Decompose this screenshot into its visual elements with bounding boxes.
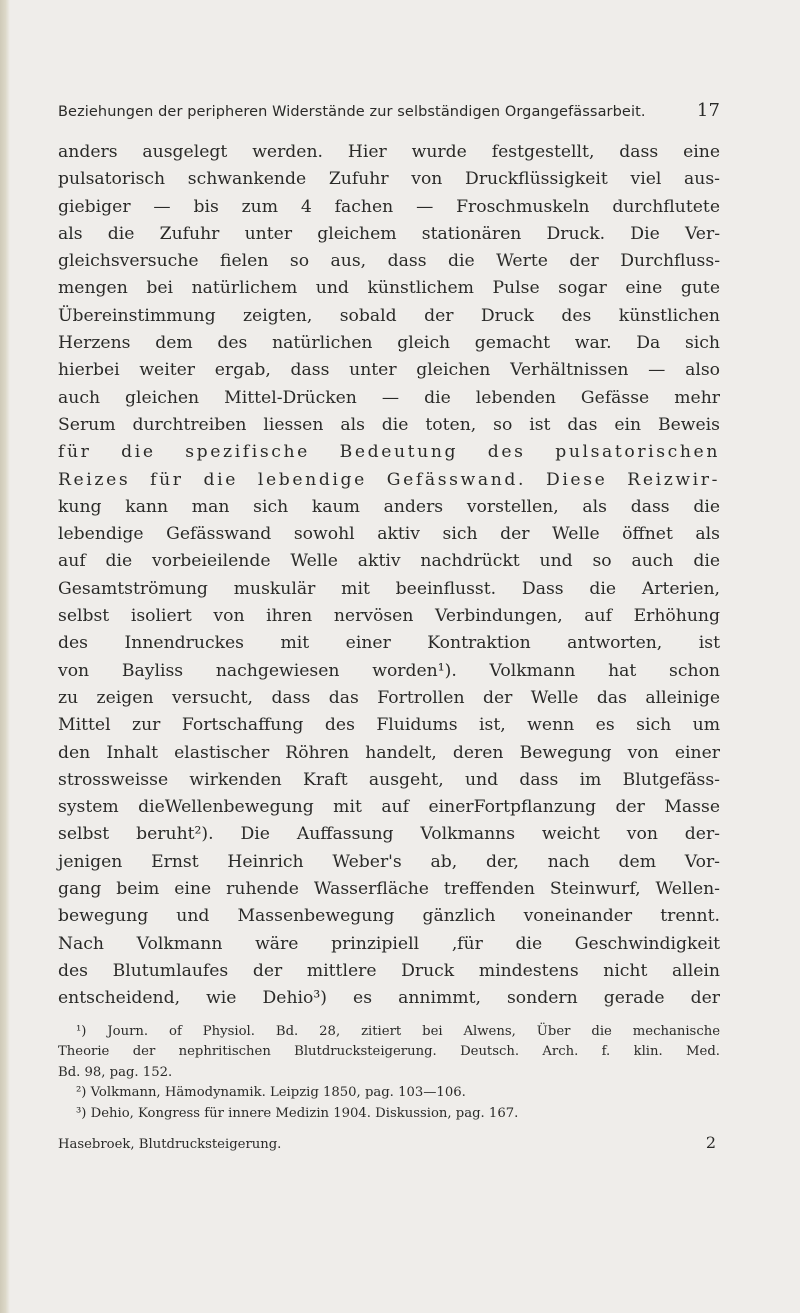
sheet-number: 2: [705, 1133, 716, 1152]
text-line: jenigen Ernst Heinrich Weber's ab, der, nach dem Vor-: [58, 851, 720, 872]
text-line: den Inhalt elastischer Röhren handelt, deren Bewegung von einer: [58, 742, 720, 763]
footnote-line: Bd. 98, pag. 152.: [58, 1064, 173, 1080]
text-line: entscheidend, wie Dehio³) es annimmt, sondern gerade der: [58, 988, 720, 1009]
text-line: kung kann man sich kaum anders vorstellen, als dass die: [58, 496, 720, 517]
text-line: von Bayliss nachgewiesen worden¹). Volkmann hat schon: [58, 660, 720, 681]
book-spine-shadow: [0, 0, 10, 1313]
text-line: auf die vorbeieilende Welle aktiv nachdrückt und so auch die: [58, 551, 720, 572]
text-line: Serum durchtreiben liessen als die toten, so ist das ein Beweis: [58, 414, 720, 435]
text-line: anders ausgelegt werden. Hier wurde festgestellt, dass eine: [58, 142, 720, 162]
text-line: gleichsversuche fielen so aus, dass die Werte der Durchfluss-: [58, 251, 720, 272]
text-line: Mittel zur Fortschaffung des Fluidums ist, wenn es sich um: [58, 715, 720, 736]
text-line: des Blutumlaufes der mittlere Druck mindestens nicht allein: [58, 960, 720, 981]
text-line: bewegung und Massenbewegung gänzlich voneinander trennt.: [58, 906, 720, 927]
book-page: [58, 100, 720, 1156]
printer-signature: [58, 1133, 720, 1156]
text-line: giebiger — bis zum 4 fachen — Froschmuskeln durchflutete: [58, 196, 720, 217]
text-line: Herzens dem des natürlichen gleich gemacht war. Da sich: [58, 333, 720, 354]
text-line: selbst isoliert von ihren nervösen Verbindungen, auf Erhöhung: [58, 606, 720, 627]
text-line: für die spezifische Bedeutung des pulsatorischen: [58, 442, 720, 463]
text-line: auch gleichen Mittel-Drücken — die lebenden Gefässe mehr: [58, 387, 720, 408]
text-line: gang beim eine ruhende Wasserfläche treffenden Steinwurf, Wellen-: [58, 879, 720, 900]
text-line: des Innendruckes mit einer Kontraktion antworten, ist: [58, 633, 720, 654]
footnotes: [58, 1022, 720, 1125]
footnote-line: ³) Dehio, Kongress für innere Medizin 1904. Diskussion, pag. 167.: [76, 1105, 519, 1121]
text-line: system dieWellenbewegung mit auf einerFortpflanzung der Masse: [58, 797, 720, 818]
text-line: strossweisse wirkenden Kraft ausgeht, und dass im Blutgefäss-: [58, 769, 720, 790]
text-line: lebendige Gefässwand sowohl aktiv sich der Welle öffnet als: [58, 524, 720, 545]
page-number: 17: [696, 100, 720, 121]
text-line: zu zeigen versucht, dass das Fortrollen der Welle das alleinige: [58, 687, 720, 708]
text-line: Übereinstimmung zeigten, sobald der Druck des künstlichen: [58, 305, 720, 326]
text-line: Nach Volkmann wäre prinzipiell ‚für die Geschwindigkeit: [58, 933, 720, 954]
signature-label: Hasebroek, Blutdrucksteigerung.: [58, 1137, 282, 1152]
text-line: als die Zufuhr unter gleichem stationären Druck. Die Ver-: [58, 223, 720, 244]
footnote-line: ²) Volkmann, Hämodynamik. Leipzig 1850, pag. 103—106.: [76, 1085, 466, 1100]
body-text: [58, 139, 720, 1013]
footnote-line: Theorie der nephritischen Blutdrucksteigerung. Deutsch. Arch. f. klin. Med.: [58, 1044, 720, 1059]
text-line: pulsatorisch schwankende Zufuhr von Druckflüssigkeit viel aus-: [58, 169, 720, 190]
running-header: [58, 100, 720, 121]
footnote-line: ¹) Journ. of Physiol. Bd. 28, zitiert bei Alwens, Über die mechanische: [76, 1023, 720, 1039]
text-line: mengen bei natürlichem und künstlichem Pulse sogar eine gute: [58, 278, 720, 299]
text-line: Gesamtströmung muskulär mit beeinflusst. Dass die Arterien,: [58, 578, 720, 599]
text-line: selbst beruht²). Die Auffassung Volkmanns weicht von der-: [58, 824, 720, 845]
text-line: hierbei weiter ergab, dass unter gleichen Verhältnissen — also: [58, 360, 720, 381]
text-line: Reizes für die lebendige Gefässwand. Diese Reizwir-: [58, 469, 720, 490]
running-title: Beziehungen der peripheren Widerstände zur selbständigen Organgefässarbeit.: [58, 104, 646, 120]
